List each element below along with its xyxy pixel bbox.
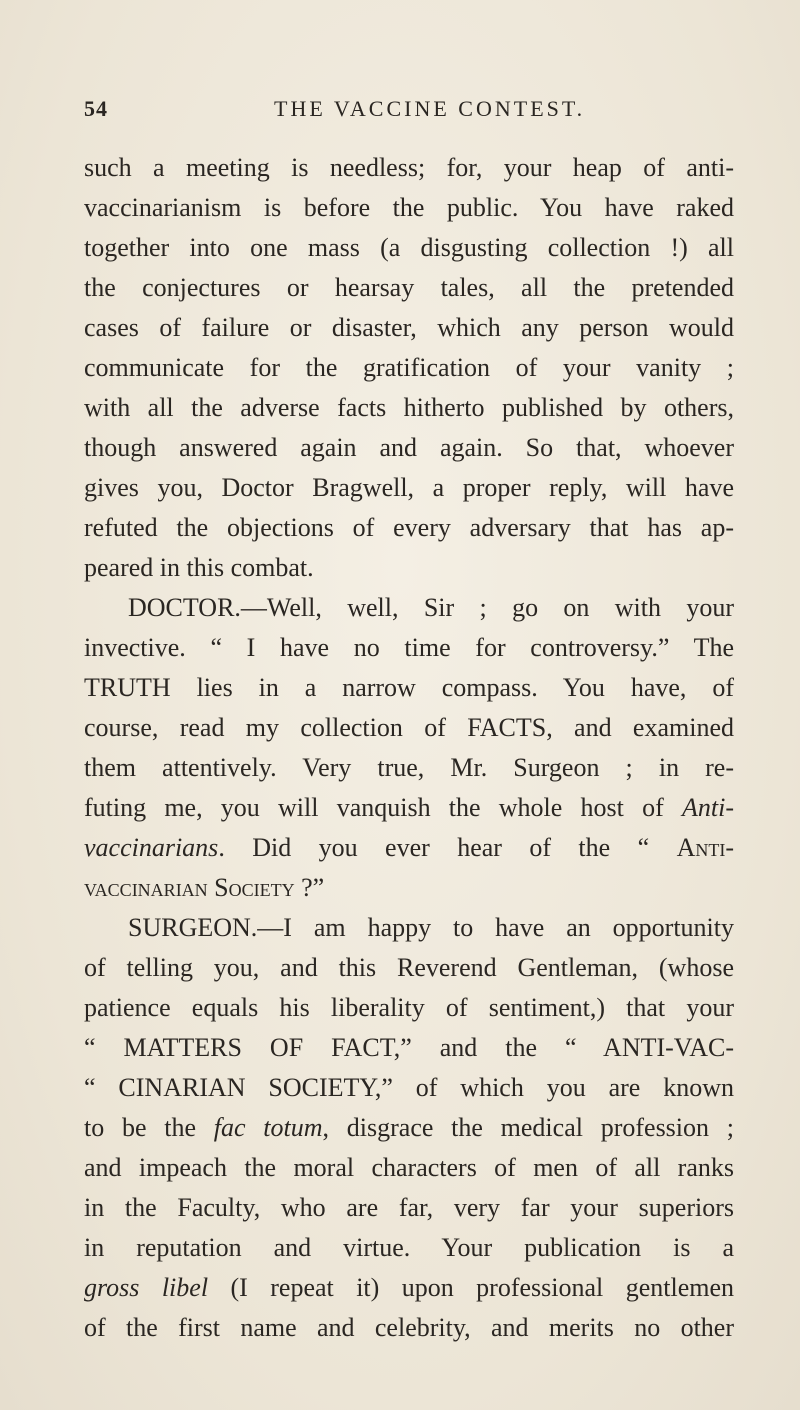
text-run: futing me, you will vanquish the whole host of: [84, 793, 682, 822]
text-line: though answered again and again. So that, whoever: [84, 433, 734, 462]
text-line: DOCTOR.—Well, well, Sir ; go on with your: [128, 593, 734, 622]
text-line: of telling you, and this Reverend Gentleman, (whose: [84, 953, 734, 982]
text-line: and impeach the moral characters of men of all ranks: [84, 1153, 734, 1182]
text-run: ?”: [294, 873, 325, 902]
text-line: in reputation and virtue. Your publication is a: [84, 1233, 734, 1262]
text-line: invective. “ I have no time for controversy.” The: [84, 633, 734, 662]
text-line: cases of failure or disaster, which any person would: [84, 313, 734, 342]
body-text: [84, 148, 734, 1348]
text-line: [84, 788, 734, 828]
italic-run: Anti-: [682, 793, 734, 822]
text-line: SURGEON.—I am happy to have an opportunity: [128, 913, 734, 942]
text-run: , disgrace the medical profession ;: [322, 1113, 734, 1142]
text-line: refuted the objections of every adversary that has ap-: [84, 513, 734, 542]
page-number: 54: [84, 96, 108, 121]
text-line: peared in this combat.: [84, 553, 314, 582]
text-line: the conjectures or hearsay tales, all the pretended: [84, 273, 734, 302]
italic-run: gross libel: [84, 1273, 209, 1302]
text-line: “ MATTERS OF FACT,” and the “ ANTI-VAC-: [84, 1033, 734, 1062]
small-caps-run: vaccinarian Society: [84, 873, 295, 902]
small-caps-run: Anti-: [676, 833, 734, 862]
text-line: them attentively. Very true, Mr. Surgeon ; in re-: [84, 753, 734, 782]
text-line: [84, 1108, 734, 1148]
text-line: course, read my collection of FACTS, and examined: [84, 713, 734, 742]
text-line: communicate for the gratification of your vanity ;: [84, 353, 734, 382]
text-line: vaccinarianism is before the public. You have raked: [84, 193, 734, 222]
text-line: [84, 1268, 734, 1308]
text-line: such a meeting is needless; for, your heap of anti-: [84, 153, 734, 182]
italic-run: fac totum: [213, 1113, 323, 1142]
text-line: [84, 828, 734, 868]
text-line: TRUTH lies in a narrow compass. You have, of: [84, 673, 734, 702]
text-line: patience equals his liberality of sentiment,) that your: [84, 993, 734, 1022]
running-head: THE VACCINE CONTEST.: [274, 96, 586, 121]
text-line: gives you, Doctor Bragwell, a proper reply, will have: [84, 473, 734, 502]
text-line: with all the adverse facts hitherto published by others,: [84, 393, 734, 422]
text-run: . Did you ever hear of the “: [218, 833, 677, 862]
text-line: of the first name and celebrity, and merits no other: [84, 1313, 734, 1342]
text-line: in the Faculty, who are far, very far your superiors: [84, 1193, 734, 1222]
page-header: [84, 96, 716, 136]
text-run: (I repeat it) upon professional gentlemen: [208, 1273, 734, 1302]
text-line: “ CINARIAN SOCIETY,” of which you are known: [84, 1073, 734, 1102]
text-line: [84, 868, 734, 908]
text-run: to be the: [84, 1113, 214, 1142]
italic-run: vaccinarians: [84, 833, 219, 862]
text-line: together into one mass (a disgusting collection !) all: [84, 233, 734, 262]
